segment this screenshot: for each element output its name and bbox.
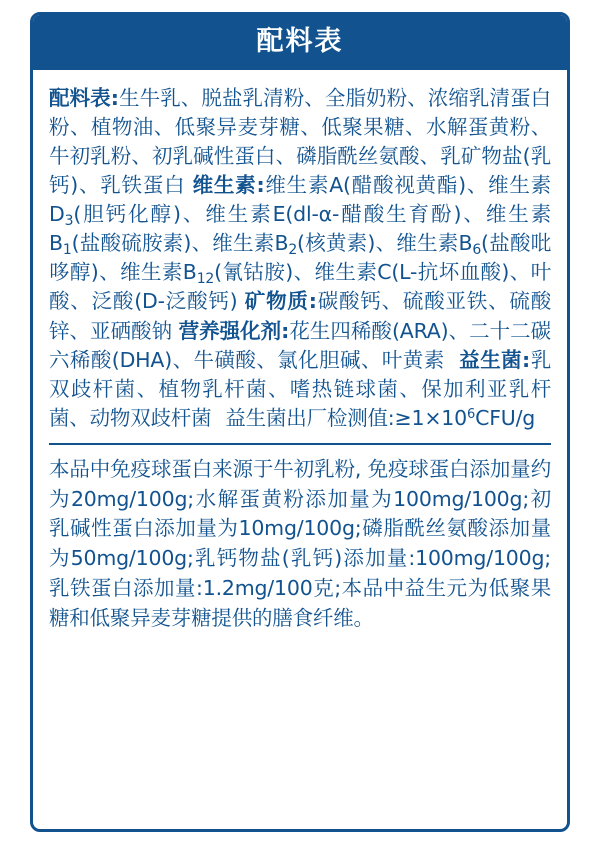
subscript-b1: 1: [62, 242, 72, 259]
subscript-b6: 6: [472, 242, 482, 259]
probiotics-count-unit: CFU/g: [475, 405, 536, 430]
subscript-d3: 3: [64, 213, 74, 230]
vitamins-part4: (核黄素)、维生素B: [297, 231, 473, 256]
vitamins-part3: (盐酸硫胺素)、维生素B: [71, 231, 289, 256]
subscript-b12: 12: [196, 271, 215, 288]
minerals-label: 矿物质:: [244, 289, 317, 314]
fortifier-list: 花生四稀酸(ARA)、二十二碳六稀酸(DHA)、牛磺酸、氯化胆碱、叶黄素: [49, 318, 551, 372]
probiotics-list: 乳双歧杆菌、植物乳杆菌、嗜热链球菌、保加利亚乳杆菌、动物双歧杆菌: [49, 347, 551, 430]
ingredients-card: [30, 12, 570, 832]
fortifier-label: 营养强化剂:: [178, 318, 290, 343]
vitamins-part5: (盐酸吡哆醇)、维生素B: [49, 231, 551, 285]
minerals-list: 碳酸钙、硫酸亚铁、硫酸锌、亚硒酸钠: [49, 289, 551, 343]
vitamins-label: 维生素:: [192, 173, 265, 198]
vitamins-part2: (胆钙化醇)、维生素E(dl-α-醋酸生育酚)、维生素B: [49, 202, 551, 256]
subscript-b2: 2: [288, 242, 298, 259]
probiotics-count-exponent: 6: [467, 406, 476, 422]
vitamins-part1: 维生素A(醋酸视黄酯)、维生素D: [49, 173, 551, 227]
page-title: 配料表: [33, 15, 567, 70]
note-paragraph: 本品中免疫球蛋白来源于牛初乳粉, 免疫球蛋白添加量约为20mg/100g;水解蛋黄粉添加量为100mg/100g;初乳碱性蛋白添加量为10mg/100g;磷脂酰丝氨酸添加量为50mg/100g;乳钙物盐(乳钙)添加量:100mg/100g;乳铁蛋白添加量:1.2mg/100克;本品中益生元为低聚果糖和低聚异麦芽糖提供的膳食纤维。: [49, 457, 551, 630]
probiotics-count-label: 益生菌出厂检测值:: [225, 405, 395, 430]
ingredients-section: [33, 70, 567, 433]
probiotics-label: 益生菌:: [458, 347, 531, 372]
ingredients-paragraph: [49, 84, 551, 433]
ingredients-label: 配料表:: [49, 85, 119, 110]
probiotics-count-value: ≥1×10: [394, 405, 467, 430]
ingredients-base-list: 生牛乳、脱盐乳清粉、全脂奶粉、浓缩乳清蛋白粉、植物油、低聚异麦芽糖、低聚果糖、水解蛋黄粉、牛初乳粉、初乳碱性蛋白、磷脂酰丝氨酸、乳矿物盐(乳钙)、乳铁蛋白: [49, 85, 551, 198]
vitamins-part6: (氰钴胺)、维生素C(L-抗坏血酸)、叶酸、泛酸(D-泛酸钙): [49, 260, 552, 314]
